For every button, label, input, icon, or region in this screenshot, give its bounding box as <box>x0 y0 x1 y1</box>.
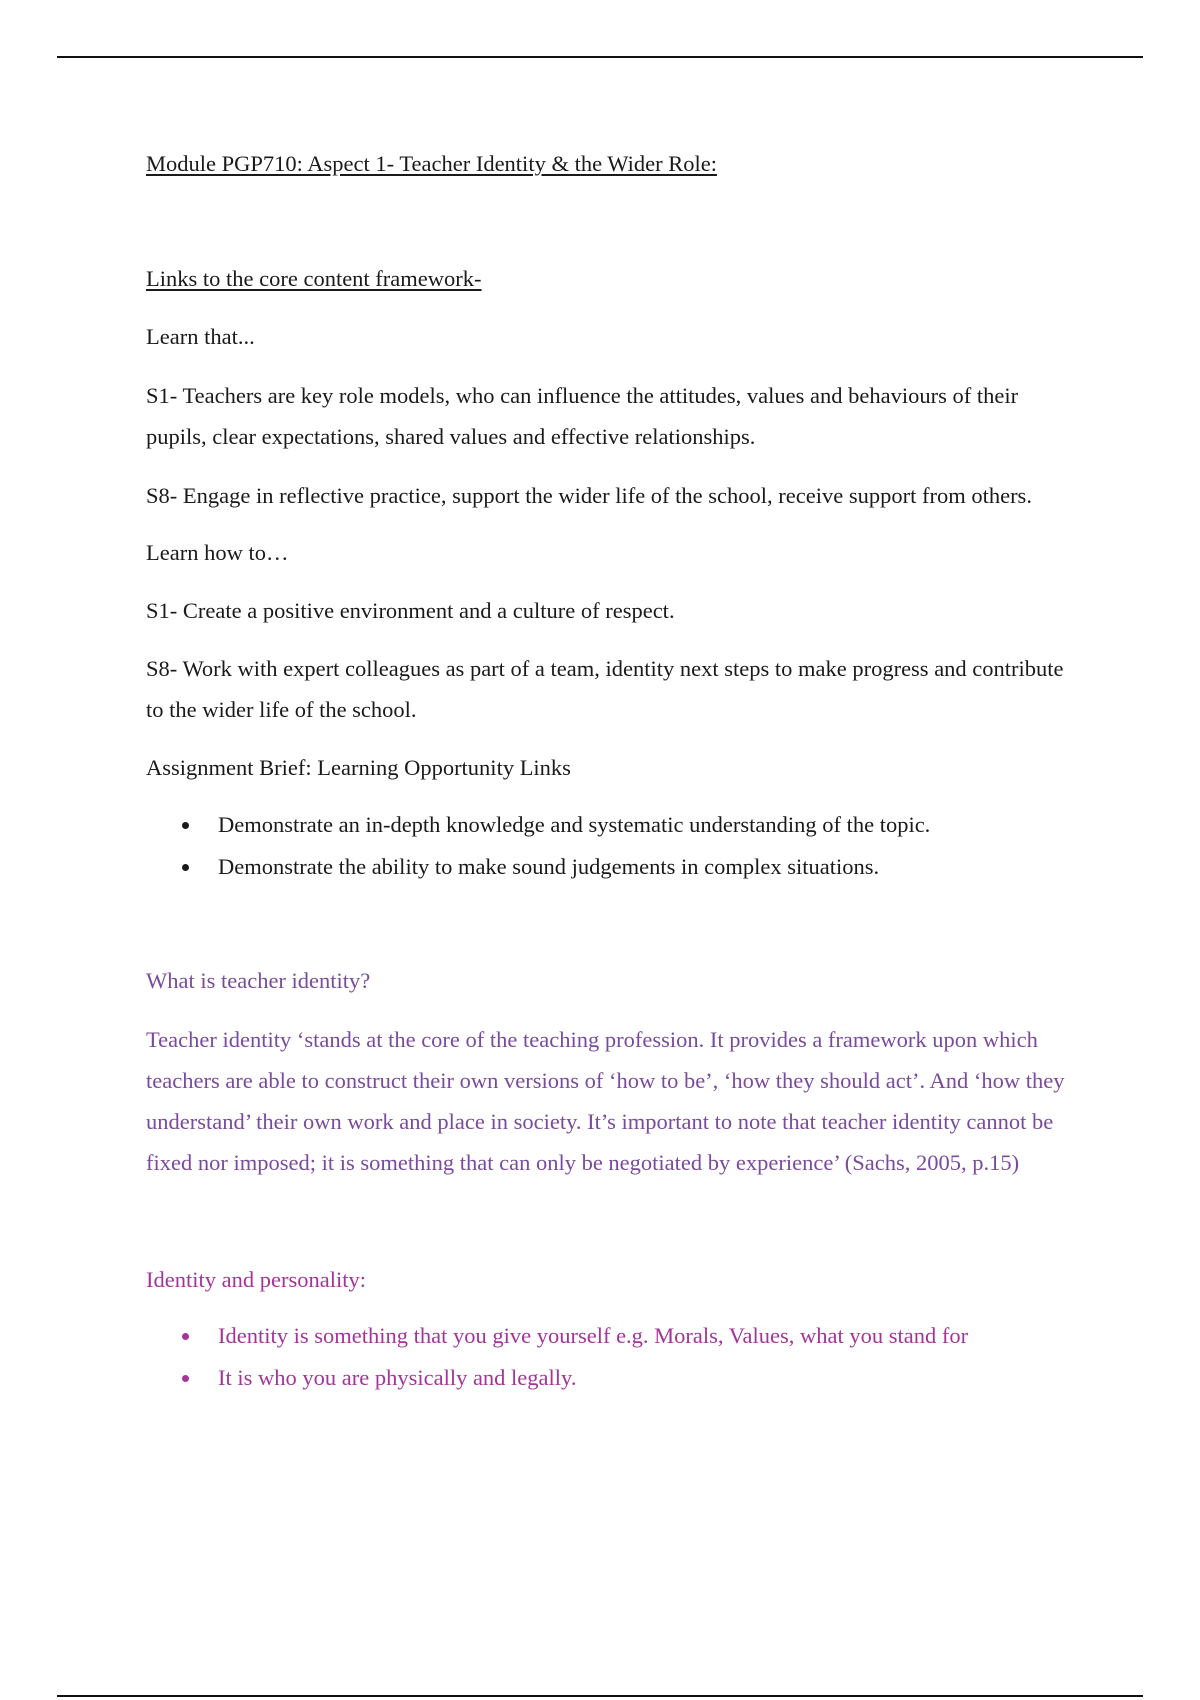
identity-personality-heading: Identity and personality: <box>146 1267 366 1292</box>
what-is-teacher-identity-heading: What is teacher identity? <box>146 968 371 993</box>
s1-learn-that: S1- Teachers are key role models, who can influence the attitudes, values and behaviours of their pupils, clear expectations, shared values and effective relationships. <box>146 383 1019 449</box>
list-item: Demonstrate an in-depth knowledge and systematic understanding of the topic. <box>146 804 1076 846</box>
footer-rule <box>57 1695 1143 1697</box>
assignment-brief-heading: Assignment Brief: Learning Opportunity Links <box>146 755 571 780</box>
s1-learn-how: S1- Create a positive environment and a culture of respect. <box>146 598 675 623</box>
document-body <box>146 143 1076 1399</box>
learn-that-label: Learn that... <box>146 324 255 349</box>
list-item: It is who you are physically and legally. <box>146 1357 1076 1399</box>
links-heading: Links to the core content framework- <box>146 266 482 291</box>
learn-how-label: Learn how to… <box>146 540 289 565</box>
identity-bullet-list <box>146 1315 1076 1399</box>
s8-learn-that: S8- Engage in reflective practice, support the wider life of the school, receive support from others. <box>146 483 1032 508</box>
document-title: Module PGP710: Aspect 1- Teacher Identity & the Wider Role: <box>146 151 717 176</box>
assignment-bullet-list <box>146 804 1076 888</box>
header-rule <box>57 56 1143 58</box>
list-item: Demonstrate the ability to make sound judgements in complex situations. <box>146 846 1076 888</box>
list-item: Identity is something that you give yourself e.g. Morals, Values, what you stand for <box>146 1315 1076 1357</box>
teacher-identity-paragraph: Teacher identity ‘stands at the core of the teaching profession. It provides a framework upon which teachers are able to construct their own versions of ‘how to be’, ‘how they should act’. And ‘how they understand’ their own work and place in society. It’s important to note that teacher identity cannot be fixed nor imposed; it is something that can only be negotiated by experience’ (Sachs, 2005, p.15) <box>146 1027 1065 1175</box>
s8-learn-how: S8- Work with expert colleagues as part of a team, identity next steps to make progress and contribute to the wider life of the school. <box>146 656 1064 722</box>
